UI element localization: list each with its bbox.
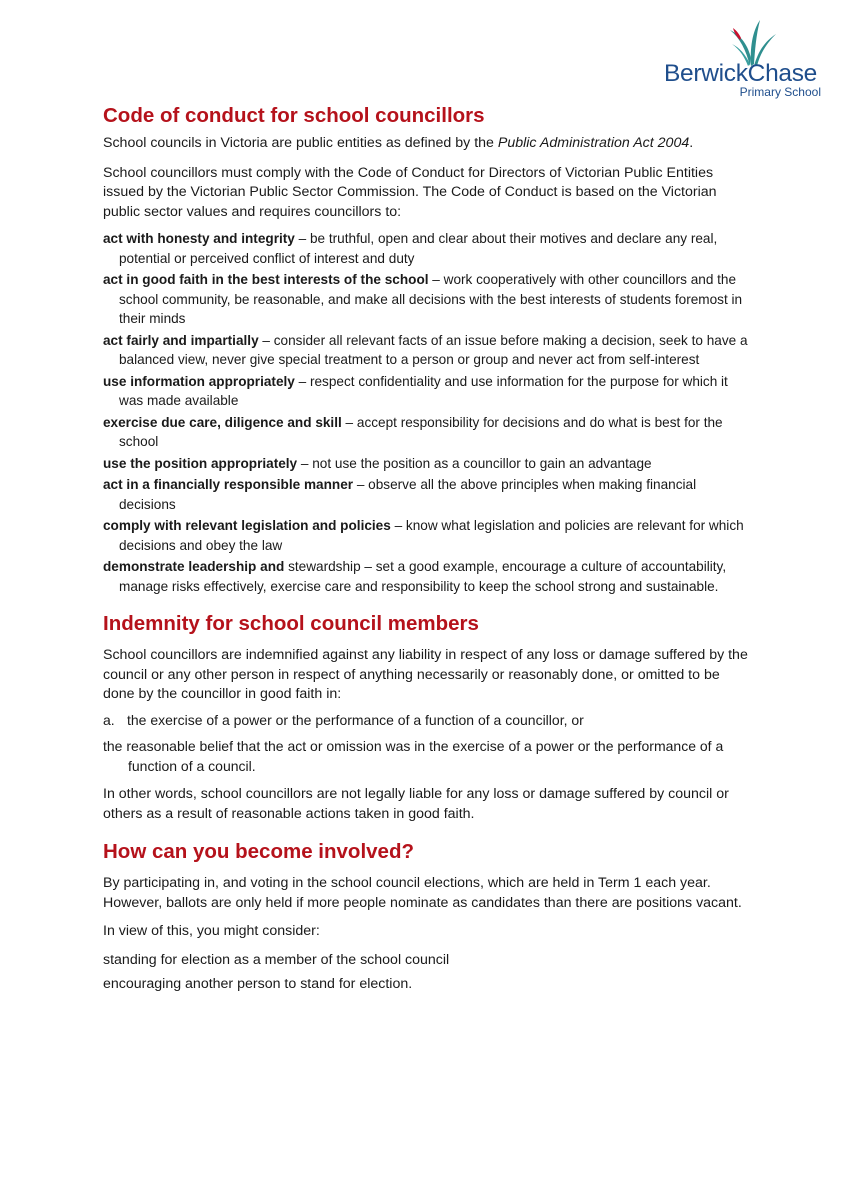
conduct-item-text: – observe all the above principles when making financial decisions — [119, 477, 697, 512]
consider-paragraph: In view of this, you might consider: — [103, 923, 320, 939]
conduct-item — [103, 475, 753, 514]
conduct-item-text: – respect confidentiality and use information for the purpose for which it was made available — [119, 373, 728, 408]
school-logo — [662, 18, 827, 104]
document-body — [103, 102, 753, 995]
conduct-item-text: – not use the position as a councillor to gain an advantage — [297, 455, 652, 471]
section-heading-code-of-conduct: Code of conduct for school councillors — [103, 104, 485, 127]
section-heading-involvement: How can you become involved? — [103, 840, 414, 863]
suggestion-line: standing for election as a member of the school council — [103, 951, 450, 968]
conduct-item-title: comply with relevant legislation and policies — [103, 518, 391, 533]
indemnity-item-b: the reasonable belief that the act or omission was in the exercise of a power or the performance of a function of a council. — [103, 738, 724, 774]
conduct-item-text: – know what legislation and policies are relevant for which decisions and obey the law — [119, 518, 744, 553]
conduct-item-title: use the position appropriately — [103, 455, 298, 471]
conduct-item — [103, 331, 753, 370]
conduct-item-text: – consider all relevant facts of an issue before making a decision, seek to have a balanced view, never give special treatment to a person or group and never act from self-interest — [119, 332, 748, 367]
conduct-item-text: stewardship – set a good example, encourage a culture of accountability, manage risks effectively, exercise care and responsibility to keep the school strong and sustainable. — [119, 559, 727, 594]
indemnity-item-a — [103, 711, 753, 731]
conduct-item — [103, 229, 753, 268]
conduct-item — [103, 454, 753, 474]
conduct-item-title: exercise due care, diligence and skill — [103, 414, 342, 430]
conduct-item-text: – be truthful, open and clear about their motives and declare any real, potential or perceived conflict of interest and duty — [119, 231, 718, 266]
conduct-item — [103, 516, 753, 555]
intro-suffix: . — [689, 135, 694, 151]
conduct-item-title: demonstrate leadership and — [103, 559, 285, 574]
code-of-conduct-paragraph: School councillors must comply with the Code of Conduct for Directors of Victorian Public Entities issued by the Victorian Public Sector Commission. The Code of Conduct is based on the Victorian public sector values and requires councillors to: — [103, 164, 717, 220]
intro-paragraph — [103, 134, 753, 154]
indemnity-item-a-text: the exercise of a power or the performance of a function of a councillor, or — [127, 711, 584, 728]
conduct-item-title: act in a financially responsible manner — [103, 477, 354, 492]
conduct-item-title: use information appropriately — [103, 373, 295, 389]
conduct-item-title: act with honesty and integrity — [103, 231, 295, 246]
indemnity-summary-paragraph: In other words, school councillors are not legally liable for any loss or damage suffered by council or others as a result of reasonable actions taken in good faith. — [103, 786, 729, 822]
intro-act-title: Public Administration Act 2004 — [497, 135, 690, 151]
conduct-list — [103, 229, 753, 596]
list-marker: a. — [103, 711, 115, 728]
suggestion-line: encouraging another person to stand for election. — [103, 976, 413, 992]
logo-name-part1: Berwick — [664, 60, 748, 87]
conduct-item — [103, 557, 753, 596]
conduct-item-title: act fairly and impartially — [103, 332, 259, 348]
conduct-item — [103, 270, 753, 329]
logo-wordmark — [664, 60, 817, 88]
conduct-item-text: – accept responsibility for decisions and do what is best for the school — [119, 414, 723, 449]
intro-prefix: School councils in Victoria are public entities as defined by the — [103, 135, 498, 151]
conduct-item — [103, 372, 753, 411]
indemnity-paragraph: School councillors are indemnified against any liability in respect of any loss or damage suffered by the council or any other person in respect of anything necessarily or reasonably done, or omitted to be done by the councillor in good faith in: — [103, 647, 748, 702]
involvement-paragraph: By participating in, and voting in the school council elections, which are held in Term 1 each year. However, ballots are only held if more people nominate as candidates than there are positions vacant. — [103, 875, 742, 911]
section-heading-indemnity: Indemnity for school council members — [103, 612, 479, 635]
conduct-item-text: – work cooperatively with other councillors and the school community, be reasonable, and make all decisions with the best interests of students foremost in their minds — [119, 272, 743, 326]
conduct-item — [103, 413, 753, 452]
leaf-emblem-icon — [720, 18, 780, 66]
logo-subtitle: Primary School — [739, 85, 821, 99]
logo-name-part2: Chase — [747, 60, 817, 87]
conduct-item-title: act in good faith in the best interests of the school — [103, 272, 429, 287]
